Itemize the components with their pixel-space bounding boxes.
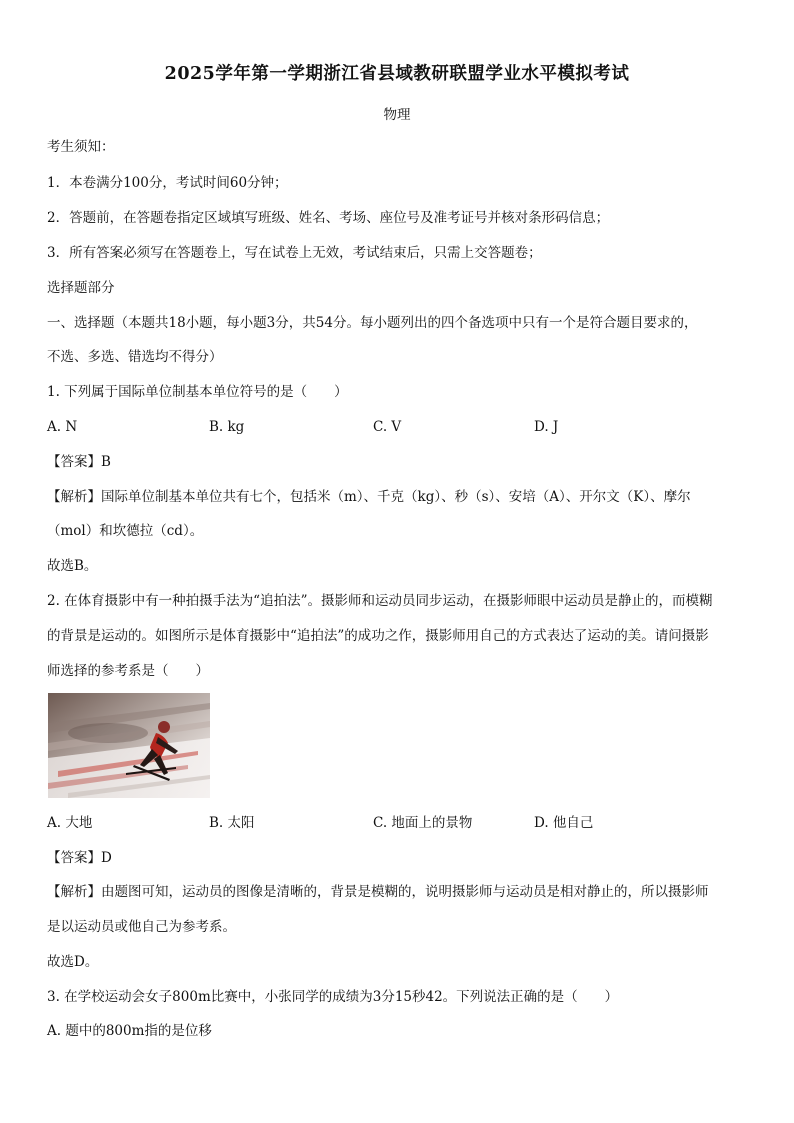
notice-item-2: 2．答题前，在答题卷指定区域填写班级、姓名、考场、座位号及准考证号并核对条形码信息； [47,210,610,226]
q2-stem-line1: 2. 在体育摄影中有一种拍摄手法为“追拍法”。摄影师和运动员同步运动，在摄影师眼中运动员是静止的，而模糊 [47,593,713,609]
q1-analysis-line2: （mol）和坎德拉（cd）。 [47,523,204,539]
q1-option-b: B. kg [209,419,245,435]
notice-item-1: 1．本卷满分100分，考试时间60分钟； [47,175,288,191]
q1-option-c: C. V [373,419,402,435]
notice-item-3: 3．所有答案必须写在答题卷上，写在试卷上无效，考试结束后，只需上交答题卷； [47,245,542,261]
q2-analysis-line2: 是以运动员或他自己为参考系。 [47,919,236,935]
q1-answer: 【答案】B [47,454,111,470]
skier-photo [48,693,210,798]
q2-option-b: B. 太阳 [209,815,255,831]
q2-answer: 【答案】D [47,850,112,866]
q3-option-a: A. 题中的800m指的是位移 [47,1023,212,1039]
q1-option-a: A. N [47,419,78,435]
q1-option-d: D. J [534,419,559,435]
q2-option-d: D. 他自己 [534,815,594,831]
subject-label: 物理 [383,107,411,123]
q3-stem: 3. 在学校运动会女子800m比赛中，小张同学的成绩为3分15秒42。下列说法正确的是（ ） [47,989,619,1005]
q2-conclusion: 故选D。 [47,954,99,970]
q1-stem: 1. 下列属于国际单位制基本单位符号的是（ ） [47,384,348,400]
q2-analysis-line1: 【解析】由题图可知，运动员的图像是清晰的，背景是模糊的，说明摄影师与运动员是相对静止的，所以摄影师 [47,884,709,900]
exam-title: 2025学年第一学期浙江省县域教研联盟学业水平模拟考试 [164,64,630,84]
q2-options [47,813,747,833]
q2-option-c: C. 地面上的景物 [373,815,473,831]
q1-analysis-line1: 【解析】国际单位制基本单位共有七个，包括米（m）、千克（kg）、秒（s）、安培（A）、开尔文（K）、摩尔 [47,489,691,505]
section-heading: 选择题部分 [47,280,115,296]
part1-instructions-line1: 一、选择题（本题共18小题，每小题3分，共54分。每小题列出的四个备选项中只有一个是符合题目要求的， [47,315,698,331]
q2-stem-line2: 的背景是运动的。如图所示是体育摄影中“追拍法”的成功之作，摄影师用自己的方式表达了运动的美。请问摄影 [47,628,709,644]
part1-instructions-line2: 不选、多选、错选均不得分） [47,349,223,365]
q1-options [47,417,747,437]
q1-conclusion: 故选B。 [47,558,98,574]
q2-stem-line3: 师选择的参考系是（ ） [47,663,209,679]
q2-option-a: A. 大地 [47,815,93,831]
notice-heading: 考生须知： [47,139,115,155]
